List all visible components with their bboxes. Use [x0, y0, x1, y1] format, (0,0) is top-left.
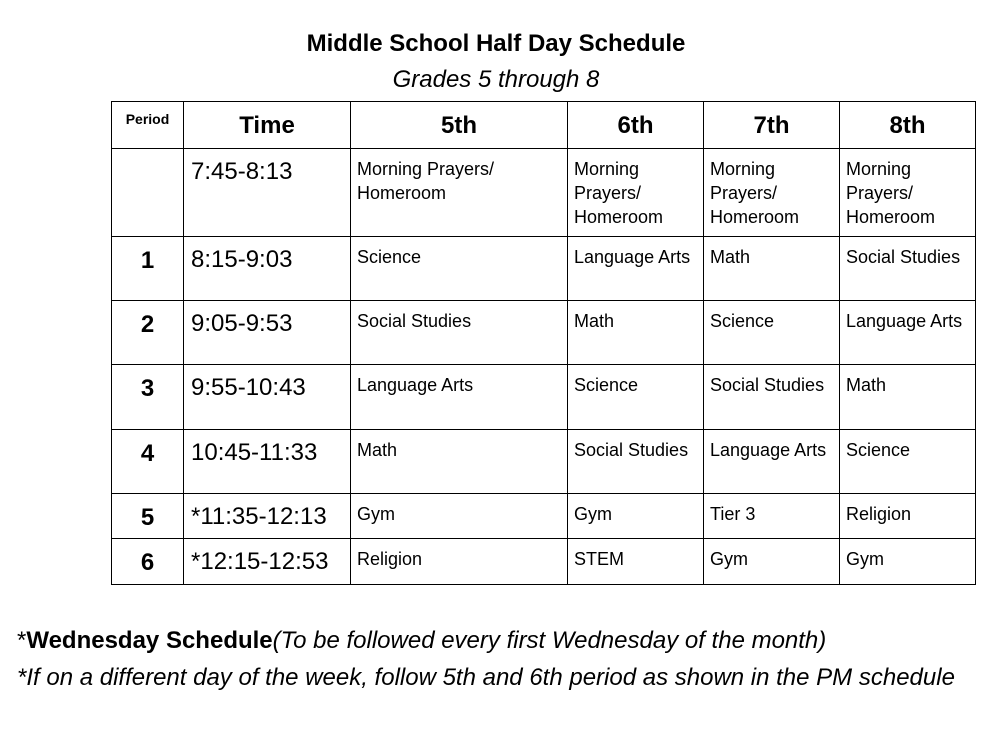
subject-cell-5th: Social Studies: [351, 301, 568, 365]
time-cell: *11:35-12:13: [184, 494, 351, 539]
subject-cell-5th: [351, 149, 568, 237]
period-cell: 3: [112, 365, 184, 430]
table-row: [112, 539, 976, 585]
subject-cell-8th: Morning Prayers/ Homeroom: [840, 149, 976, 237]
period-cell: 4: [112, 430, 184, 494]
table-row: [112, 149, 976, 237]
subject-cell-8th: Religion: [840, 494, 976, 539]
wednesday-note: [17, 622, 977, 659]
subject-cell-7th: Tier 3: [704, 494, 840, 539]
table-row: [112, 430, 976, 494]
time-cell: 9:05-9:53: [184, 301, 351, 365]
header-time: Time: [184, 102, 351, 149]
schedule-table: [111, 101, 976, 585]
time-cell: 9:55-10:43: [184, 365, 351, 430]
period-cell: 1: [112, 237, 184, 301]
page-subtitle: Grades 5 through 8: [392, 66, 600, 93]
subject-cell-6th: Math: [568, 301, 704, 365]
subject-cell-5th: Math: [351, 430, 568, 494]
subject-text: Morning Prayers/ Homeroom: [357, 159, 495, 203]
subject-cell-8th: Math: [840, 365, 976, 430]
asterisk: *: [17, 627, 27, 654]
page-title: Middle School Half Day Schedule: [306, 30, 686, 57]
subject-cell-8th: Gym: [840, 539, 976, 585]
subject-cell-5th: Gym: [351, 494, 568, 539]
subject-cell-6th: Gym: [568, 494, 704, 539]
subject-cell-6th: Morning Prayers/ Homeroom: [568, 149, 704, 237]
subject-cell-5th: Language Arts: [351, 365, 568, 430]
period-cell: [112, 149, 184, 237]
wednesday-schedule-label: Wednesday Schedule: [26, 627, 273, 654]
footer-notes: [17, 622, 977, 696]
subject-cell-6th: Science: [568, 365, 704, 430]
table-row: [112, 237, 976, 301]
wednesday-schedule-detail: (To be followed every first Wednesday of the month): [272, 627, 827, 654]
subject-cell-7th: Morning Prayers/ Homeroom: [704, 149, 840, 237]
period-cell: 5: [112, 494, 184, 539]
period-cell: 2: [112, 301, 184, 365]
header-grade-6: 6th: [568, 102, 704, 149]
subject-cell-6th: Language Arts: [568, 237, 704, 301]
time-cell: *12:15-12:53: [184, 539, 351, 585]
header-grade-7: 7th: [704, 102, 840, 149]
table-row: [112, 301, 976, 365]
table-header-row: [112, 102, 976, 149]
header-grade-8: 8th: [840, 102, 976, 149]
subject-cell-7th: Gym: [704, 539, 840, 585]
subject-cell-5th: Religion: [351, 539, 568, 585]
subject-cell-8th: Language Arts: [840, 301, 976, 365]
subject-cell-6th: STEM: [568, 539, 704, 585]
period-cell: 6: [112, 539, 184, 585]
subject-cell-6th: Social Studies: [568, 430, 704, 494]
subject-cell-5th: Science: [351, 237, 568, 301]
subject-cell-8th: Social Studies: [840, 237, 976, 301]
time-cell: 7:45-8:13: [184, 149, 351, 237]
header-grade-5: 5th: [351, 102, 568, 149]
subject-cell-7th: Math: [704, 237, 840, 301]
table-row: [112, 494, 976, 539]
time-cell: 10:45-11:33: [184, 430, 351, 494]
subject-cell-7th: Social Studies: [704, 365, 840, 430]
subject-cell-8th: Science: [840, 430, 976, 494]
subject-cell-7th: Language Arts: [704, 430, 840, 494]
table-row: [112, 365, 976, 430]
header-period: Period: [112, 102, 184, 149]
time-cell: 8:15-9:03: [184, 237, 351, 301]
different-day-note: *If on a different day of the week, follow 5th and 6th period as shown in the PM schedule: [17, 664, 955, 691]
subject-cell-7th: Science: [704, 301, 840, 365]
